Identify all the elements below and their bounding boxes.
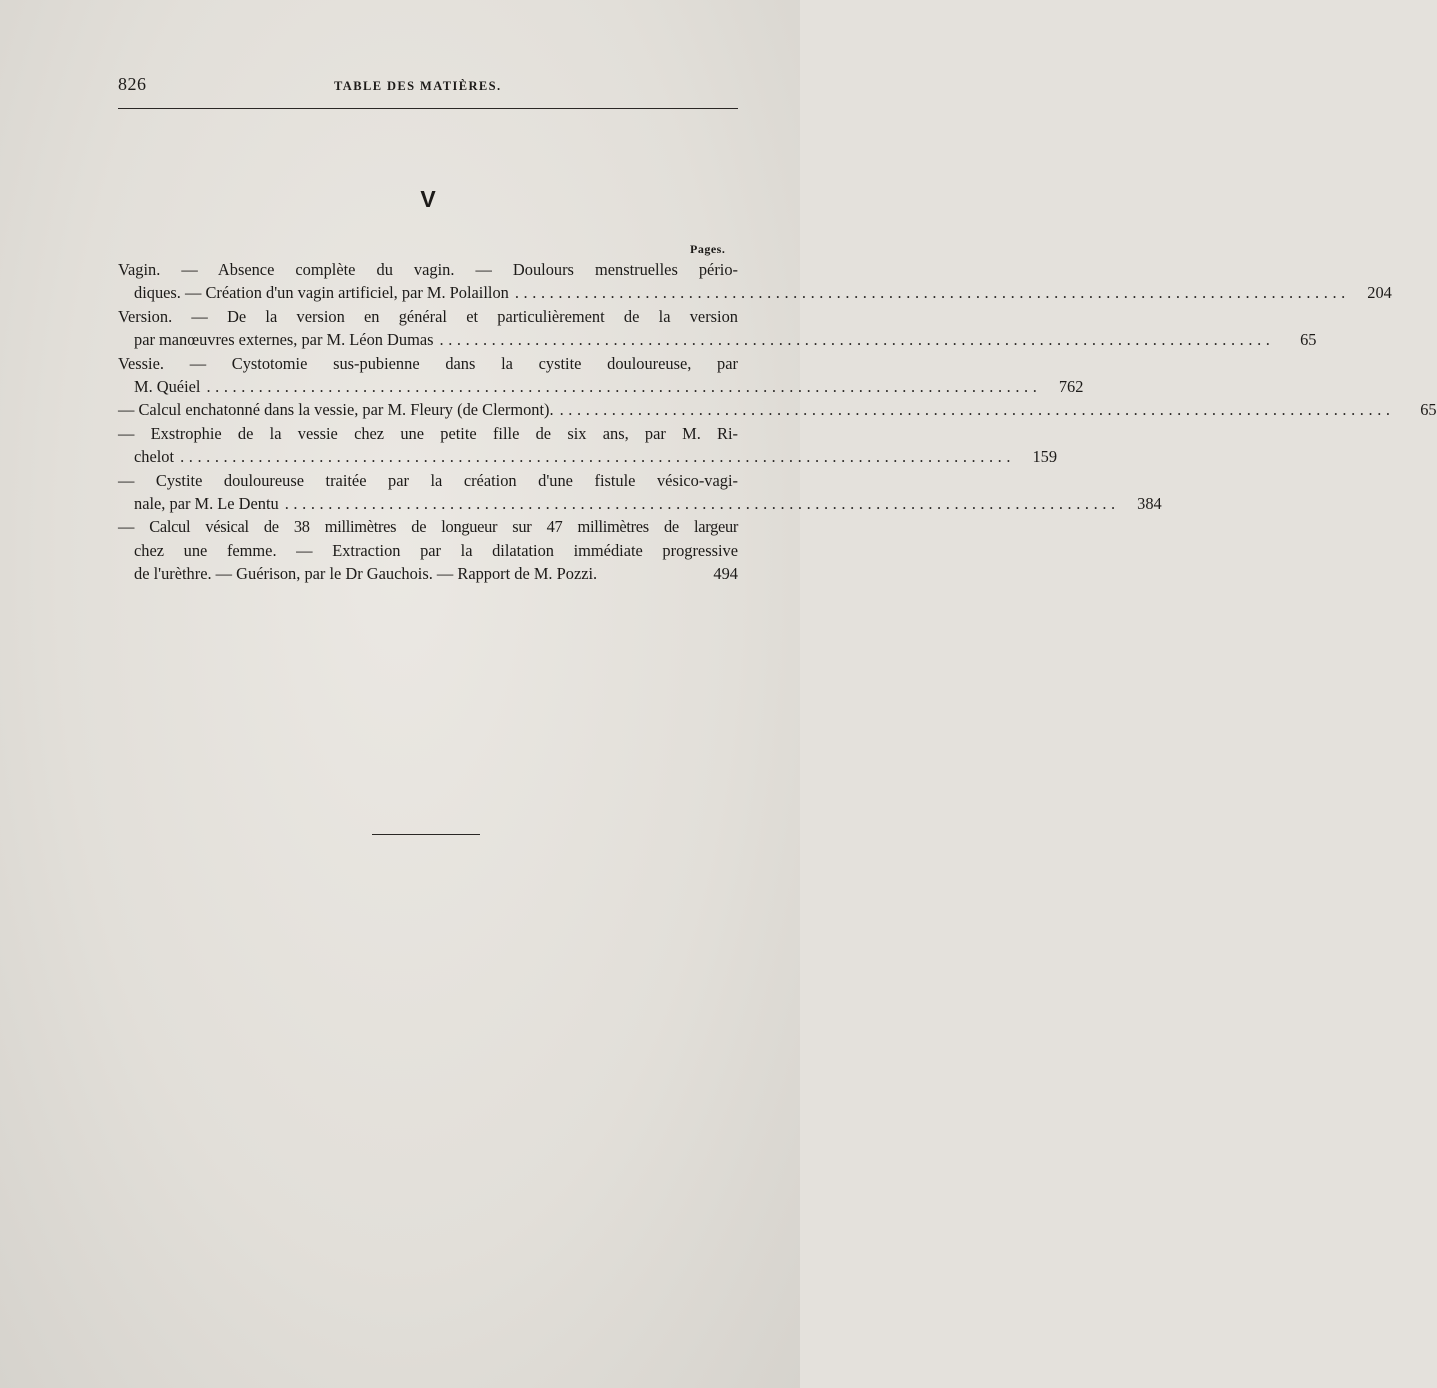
index-line [118, 492, 1162, 515]
header-rule [118, 108, 738, 109]
dot-leader: ................................................................................................ [206, 376, 1042, 396]
page-reference: 65 [1300, 330, 1317, 350]
section-end-rule [372, 834, 480, 835]
index-line: — Cystite douloureuse traitée par la création d'une fistule vésico-vagi- [118, 470, 738, 490]
page-reference: 494 [713, 564, 738, 584]
index-entries [118, 258, 1437, 585]
page-reference: 65 [1420, 400, 1437, 420]
index-line-text: nale, par M. Le Dentu [134, 493, 279, 513]
index-line [118, 375, 1084, 398]
page-reference: 159 [1032, 447, 1058, 467]
index-line-text: de l'urèthre. — Guérison, par le Dr Gauchois. — Rapport de M. Pozzi. [134, 564, 598, 584]
page-reference: 204 [1367, 283, 1392, 303]
page-reference: 762 [1058, 376, 1084, 396]
index-line-text: par manœuvres externes, par M. Léon Dumas [134, 330, 434, 350]
pages-column-label: Pages. [690, 242, 726, 256]
index-line [118, 328, 1317, 351]
dot-leader: ................................................................................................ [514, 283, 1350, 303]
index-line-text: — Calcul enchatonné dans la vessie, par M. Fleury (de Clermont). [118, 400, 554, 420]
index-line: Vagin. — Absence complète du vagin. — Doulours menstruelles pério- [118, 260, 738, 279]
index-line: — Calcul vésical de 38 millimètres de longueur sur 47 millimètres de largeur [118, 517, 738, 537]
page-header [118, 74, 738, 96]
dot-leader: ................................................................................................ [439, 330, 1275, 350]
index-line [118, 281, 1392, 304]
dot-leader: ................................................................................................ [284, 493, 1120, 513]
section-letter: V [420, 186, 436, 212]
index-line: chez une femme. — Extraction par la dilatation immédiate progressive [134, 540, 738, 560]
index-line [118, 398, 1437, 421]
index-line [118, 562, 738, 585]
page-reference: 384 [1137, 493, 1162, 513]
page-number: 826 [118, 74, 147, 94]
index-line-text: M. Quéiel [134, 376, 201, 396]
index-line: Vessie. — Cystotomie sus-pubienne dans la cystite douloureuse, par [118, 353, 738, 373]
index-line: — Exstrophie de la vessie chez une petite fille de six ans, par M. Ri- [118, 423, 738, 443]
dot-leader: ................................................................................................ [559, 400, 1395, 420]
index-line: Version. — De la version en général et particulièrement de la version [118, 306, 738, 326]
index-line [118, 445, 1058, 468]
index-line-text: diques. — Création d'un vagin artificiel, par M. Polaillon [134, 283, 509, 303]
dot-leader: ................................................................................................ [180, 447, 1016, 467]
running-title: TABLE DES MATIÈRES. [334, 79, 502, 93]
index-line-text: chelot [134, 447, 175, 467]
